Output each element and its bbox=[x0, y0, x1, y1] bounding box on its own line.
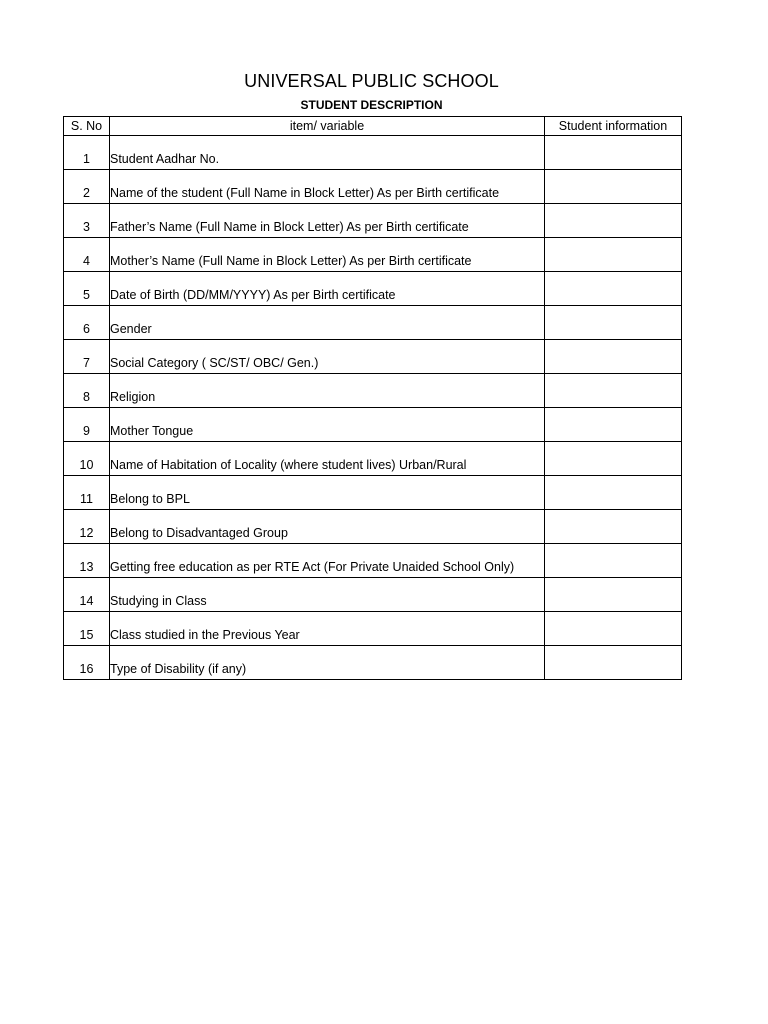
row-item-variable: Name of Habitation of Locality (where student lives) Urban/Rural bbox=[110, 442, 545, 476]
table-row bbox=[64, 578, 682, 612]
row-serial-number: 8 bbox=[64, 374, 110, 408]
row-student-information-field[interactable] bbox=[545, 136, 682, 170]
row-student-information-field[interactable] bbox=[545, 612, 682, 646]
row-item-variable: Gender bbox=[110, 306, 545, 340]
document-title: UNIVERSAL PUBLIC SCHOOL bbox=[244, 71, 499, 91]
row-item-variable: Mother’s Name (Full Name in Block Letter) As per Birth certificate bbox=[110, 238, 545, 272]
row-item-variable: Belong to Disadvantaged Group bbox=[110, 510, 545, 544]
table-row bbox=[64, 170, 682, 204]
row-student-information-field[interactable] bbox=[545, 340, 682, 374]
row-student-information-field[interactable] bbox=[545, 306, 682, 340]
table-row bbox=[64, 340, 682, 374]
table-header-row bbox=[64, 117, 682, 136]
row-student-information-field[interactable] bbox=[545, 544, 682, 578]
document-subtitle: STUDENT DESCRIPTION bbox=[300, 98, 443, 112]
row-item-variable: Mother Tongue bbox=[110, 408, 545, 442]
header-item: item/ variable bbox=[110, 117, 545, 136]
row-serial-number: 7 bbox=[64, 340, 110, 374]
row-student-information-field[interactable] bbox=[545, 442, 682, 476]
table-row bbox=[64, 544, 682, 578]
table-row bbox=[64, 374, 682, 408]
table-row bbox=[64, 136, 682, 170]
table-row bbox=[64, 272, 682, 306]
header-sno: S. No bbox=[64, 117, 110, 136]
row-serial-number: 14 bbox=[64, 578, 110, 612]
row-serial-number: 13 bbox=[64, 544, 110, 578]
row-item-variable: Type of Disability (if any) bbox=[110, 646, 545, 680]
table-row bbox=[64, 612, 682, 646]
row-item-variable: Name of the student (Full Name in Block Letter) As per Birth certificate bbox=[110, 170, 545, 204]
row-student-information-field[interactable] bbox=[545, 272, 682, 306]
row-serial-number: 6 bbox=[64, 306, 110, 340]
row-item-variable: Father’s Name (Full Name in Block Letter) As per Birth certificate bbox=[110, 204, 545, 238]
row-serial-number: 2 bbox=[64, 170, 110, 204]
row-serial-number: 15 bbox=[64, 612, 110, 646]
row-student-information-field[interactable] bbox=[545, 238, 682, 272]
row-serial-number: 9 bbox=[64, 408, 110, 442]
row-student-information-field[interactable] bbox=[545, 578, 682, 612]
row-serial-number: 12 bbox=[64, 510, 110, 544]
row-item-variable: Social Category ( SC/ST/ OBC/ Gen.) bbox=[110, 340, 545, 374]
row-item-variable: Date of Birth (DD/MM/YYYY) As per Birth certificate bbox=[110, 272, 545, 306]
table-row bbox=[64, 204, 682, 238]
header-student-information: Student information bbox=[545, 117, 682, 136]
row-serial-number: 10 bbox=[64, 442, 110, 476]
row-student-information-field[interactable] bbox=[545, 646, 682, 680]
row-item-variable: Belong to BPL bbox=[110, 476, 545, 510]
row-item-variable: Studying in Class bbox=[110, 578, 545, 612]
row-item-variable: Student Aadhar No. bbox=[110, 136, 545, 170]
table-row bbox=[64, 238, 682, 272]
row-student-information-field[interactable] bbox=[545, 510, 682, 544]
row-student-information-field[interactable] bbox=[545, 170, 682, 204]
row-student-information-field[interactable] bbox=[545, 476, 682, 510]
table-row bbox=[64, 442, 682, 476]
row-student-information-field[interactable] bbox=[545, 204, 682, 238]
row-item-variable: Class studied in the Previous Year bbox=[110, 612, 545, 646]
row-serial-number: 1 bbox=[64, 136, 110, 170]
table-row bbox=[64, 408, 682, 442]
row-item-variable: Getting free education as per RTE Act (For Private Unaided School Only) bbox=[110, 544, 545, 578]
row-serial-number: 3 bbox=[64, 204, 110, 238]
row-serial-number: 11 bbox=[64, 476, 110, 510]
row-serial-number: 4 bbox=[64, 238, 110, 272]
row-serial-number: 16 bbox=[64, 646, 110, 680]
row-item-variable: Religion bbox=[110, 374, 545, 408]
table-row bbox=[64, 306, 682, 340]
table-row bbox=[64, 510, 682, 544]
table-row bbox=[64, 646, 682, 680]
row-student-information-field[interactable] bbox=[545, 374, 682, 408]
table-row bbox=[64, 476, 682, 510]
student-description-table bbox=[63, 116, 682, 680]
row-serial-number: 5 bbox=[64, 272, 110, 306]
row-student-information-field[interactable] bbox=[545, 408, 682, 442]
